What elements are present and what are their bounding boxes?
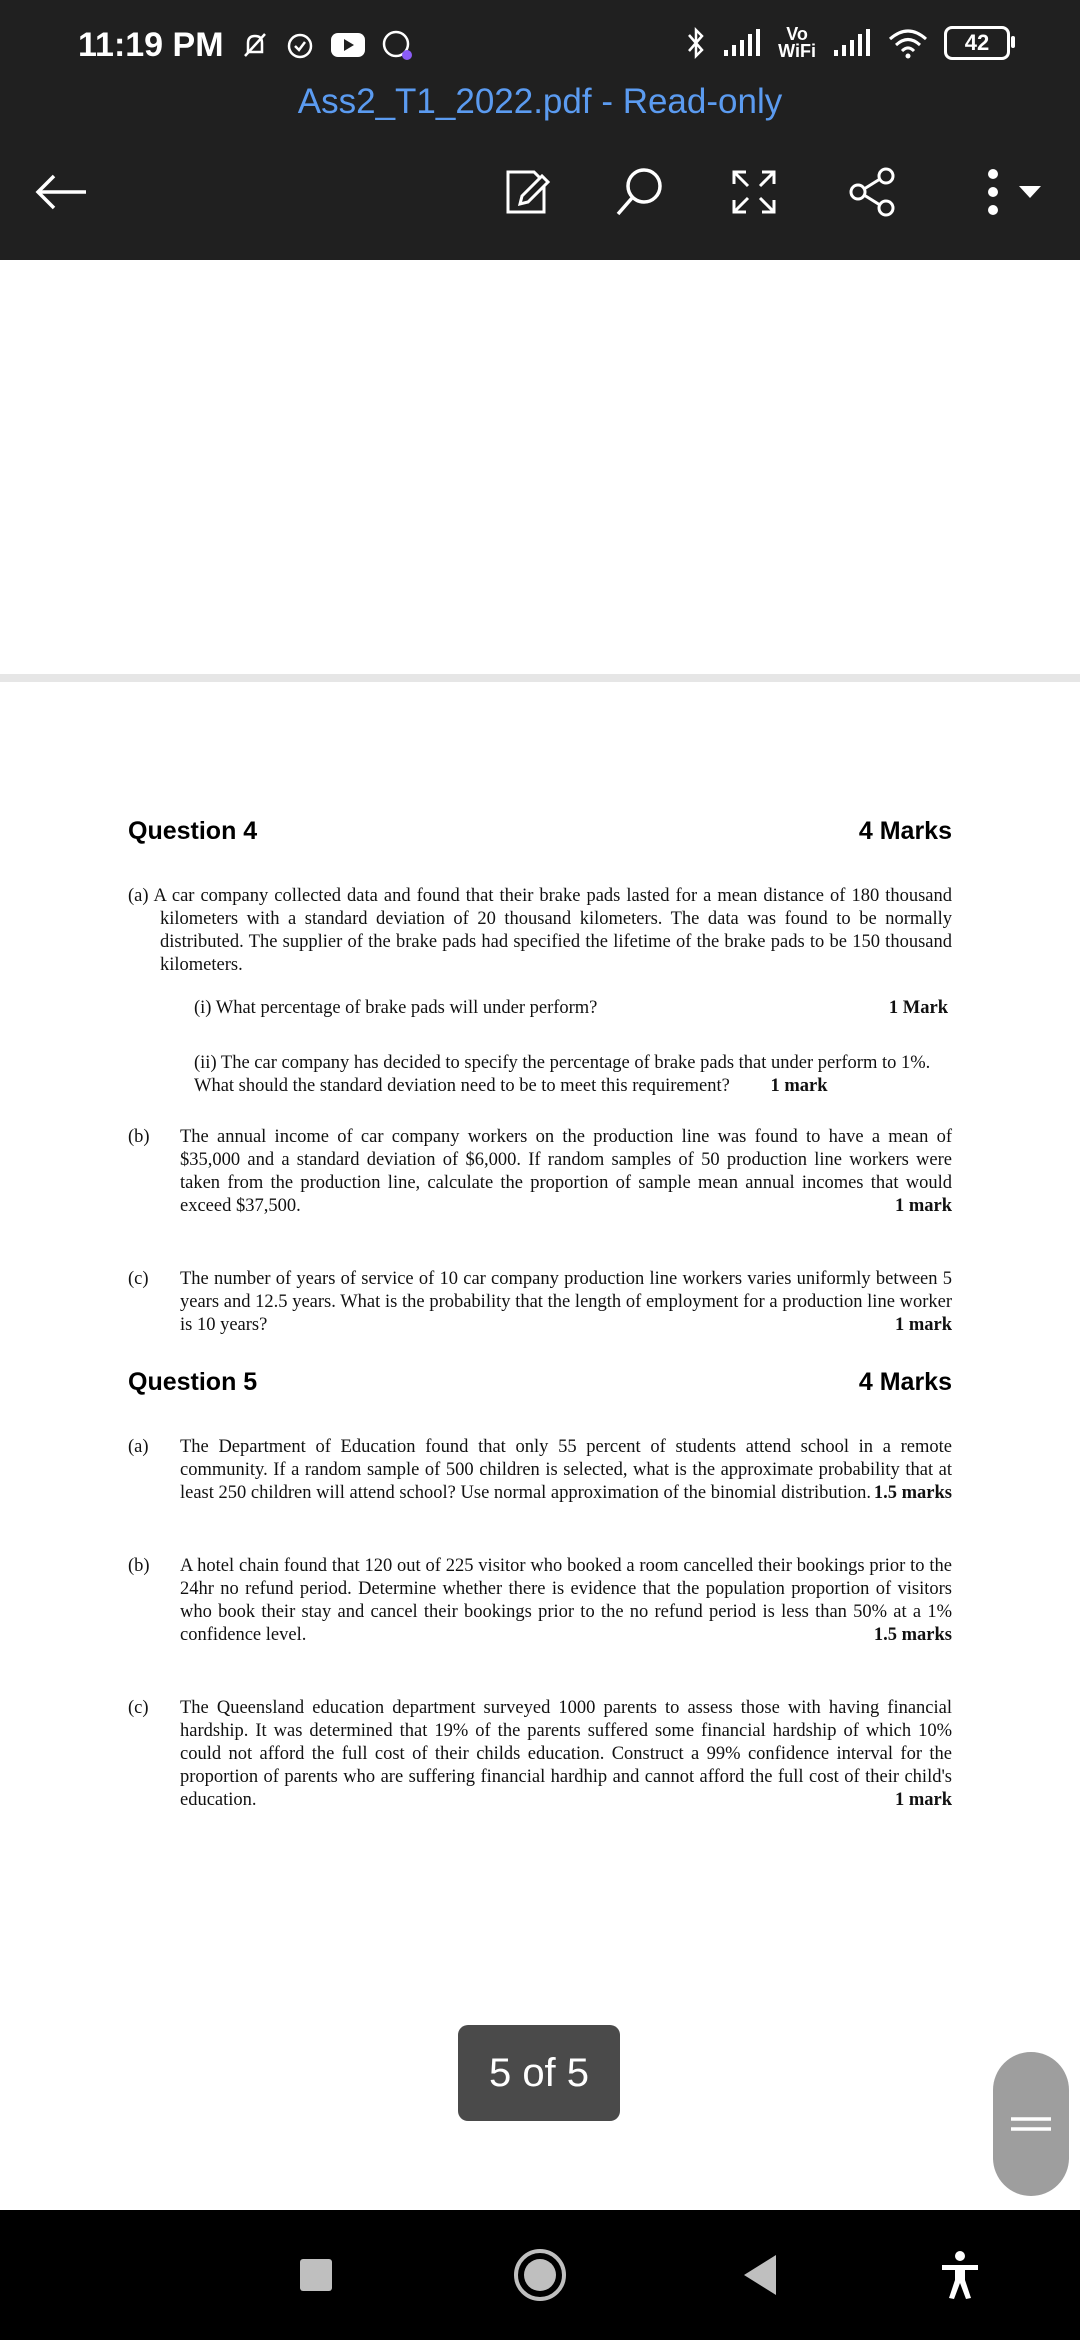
back-nav-button[interactable] xyxy=(730,2245,790,2305)
q4-part-c-label: (c) xyxy=(128,1269,149,1289)
q4-part-a-ii xyxy=(128,1052,958,1098)
vowifi-top: Vo xyxy=(786,24,808,44)
q4-part-b-mark: 1 mark xyxy=(894,1196,952,1216)
page-separator xyxy=(0,674,1080,682)
more-options-button[interactable] xyxy=(956,152,1056,232)
mute-bell-icon xyxy=(240,30,270,60)
app-bar xyxy=(0,82,1080,260)
document-title[interactable]: Ass2_T1_2022.pdf - Read-only xyxy=(297,82,783,121)
q4-part-b-text: The annual income of car company workers on the production line was found to have a mean of $35,000 and a standard deviation of $6,000. If random samples of 50 production line workers were taken from the production line, calculate the proportion of sample mean annual incomes that would exceed $37,500. xyxy=(180,1127,952,1216)
vowifi-indicator xyxy=(778,26,816,60)
q5-part-b xyxy=(128,1555,952,1647)
status-bar xyxy=(0,0,1080,90)
q4-part-a-i xyxy=(128,997,952,1020)
edit-button[interactable] xyxy=(486,152,566,232)
q5-part-a-text: The Department of Education found that only 55 percent of students attend school in a remote community. If a random sample of 500 children is selected, what is the approximate probability that at least 250 children will attend school? Use normal approximation of the binomial distribution. xyxy=(180,1437,952,1503)
q4-part-c-text: The number of years of service of 10 car company production line workers varies uniformly between 5 years and 12.5 years. What is the probability that the length of employment for a production line worker is 10 years? xyxy=(180,1269,952,1335)
expand-icon xyxy=(728,166,780,218)
system-icons xyxy=(686,26,1010,60)
drag-handle-icon xyxy=(1009,2109,1053,2139)
notification-icons xyxy=(240,28,414,62)
question5-title: Question 5 xyxy=(128,1368,258,1396)
signal-icon xyxy=(722,28,762,58)
back-arrow-icon xyxy=(34,172,90,212)
q4-part-a-ii-mark: 1 mark xyxy=(770,1076,828,1096)
whatsapp-icon xyxy=(380,28,414,62)
q5-part-a-label: (a) xyxy=(128,1437,149,1457)
q4-part-a-i-text: (i) What percentage of brake pads will under perform? xyxy=(194,998,598,1018)
q5-part-c-mark: 1 mark xyxy=(894,1790,952,1810)
question5-heading xyxy=(128,1368,952,1396)
q5-part-b-label: (b) xyxy=(128,1556,150,1576)
q4-part-c xyxy=(128,1268,952,1337)
previous-page-area xyxy=(0,260,1080,680)
edit-pencil-icon xyxy=(498,164,554,220)
wifi-icon xyxy=(888,27,928,59)
circle-home-icon xyxy=(512,2247,568,2303)
q5-part-b-text: A hotel chain found that 120 out of 225 visitor who booked a room cancelled their bookings prior to the 24hr no refund period. Determine whether there is evidence that the population proportion of visitors who book their stay and cancel their bookings prior to the no refund period is less than 50% at a 1% confidence level. xyxy=(180,1556,952,1645)
q4-part-c-mark: 1 mark xyxy=(894,1315,952,1335)
question4-title: Question 4 xyxy=(128,817,258,845)
q5-part-a-mark: 1.5 marks xyxy=(873,1483,952,1503)
q4-part-a-i-mark: 1 Mark xyxy=(888,998,948,1018)
q5-part-c-text: The Queensland education department surveyed 1000 parents to assess those with having financial hardship. It was determined that 19% of the parents suffered some financial hardship of which 10% could not afford the full cost of their childs education. Construct a 99% confidence interval for the proportion of parents who are suffering financial hardhip and cannot afford the full cost of their child's education. xyxy=(180,1698,952,1810)
share-button[interactable] xyxy=(832,152,912,232)
question5-marks: 4 Marks xyxy=(858,1368,952,1396)
q5-part-a xyxy=(128,1436,952,1505)
q4-part-b-label: (b) xyxy=(128,1127,150,1147)
accessibility-icon xyxy=(938,2250,982,2300)
question4-heading xyxy=(128,817,952,845)
share-icon xyxy=(844,164,900,220)
page-indicator: 5 of 5 xyxy=(458,2025,620,2121)
youtube-icon xyxy=(330,31,366,59)
bluetooth-icon xyxy=(686,26,706,60)
more-vertical-icon xyxy=(961,164,1051,220)
fast-scroll-handle[interactable] xyxy=(993,2052,1069,2196)
q5-part-c xyxy=(128,1697,952,1812)
alarm-icon xyxy=(284,29,316,61)
recents-button[interactable] xyxy=(286,2245,346,2305)
pdf-page xyxy=(128,817,952,1812)
triangle-back-icon xyxy=(740,2253,780,2297)
home-button[interactable] xyxy=(510,2245,570,2305)
q5-part-b-mark: 1.5 marks xyxy=(873,1625,952,1645)
vowifi-bottom: WiFi xyxy=(778,41,816,61)
q5-part-c-label: (c) xyxy=(128,1698,149,1718)
back-button[interactable] xyxy=(22,152,102,232)
search-button[interactable] xyxy=(600,152,680,232)
fullscreen-button[interactable] xyxy=(714,152,794,232)
question4-marks: 4 Marks xyxy=(858,817,952,845)
battery-indicator: 42 xyxy=(944,26,1010,60)
system-nav-bar xyxy=(0,2210,1080,2340)
square-recents-icon xyxy=(299,2258,333,2292)
q4-part-a-ii-text: (ii) The car company has decided to specify the percentage of brake pads that under perform to 1%. What should the standard deviation need to be to meet this requirement? xyxy=(194,1053,931,1096)
accessibility-button[interactable] xyxy=(930,2245,990,2305)
status-time: 11:19 PM xyxy=(78,26,224,64)
q4-part-a: (a) A car company collected data and found that their brake pads lasted for a mean distance of 180 thousand kilometers with a standard deviation of 20 thousand kilometers. The data was found to be normally distributed. The supplier of the brake pads had specified the lifetime of the brake pads to be 150 thousand kilometers. xyxy=(128,886,952,975)
q4-part-b xyxy=(128,1126,952,1218)
search-icon xyxy=(612,164,668,220)
signal-icon-2 xyxy=(832,28,872,58)
